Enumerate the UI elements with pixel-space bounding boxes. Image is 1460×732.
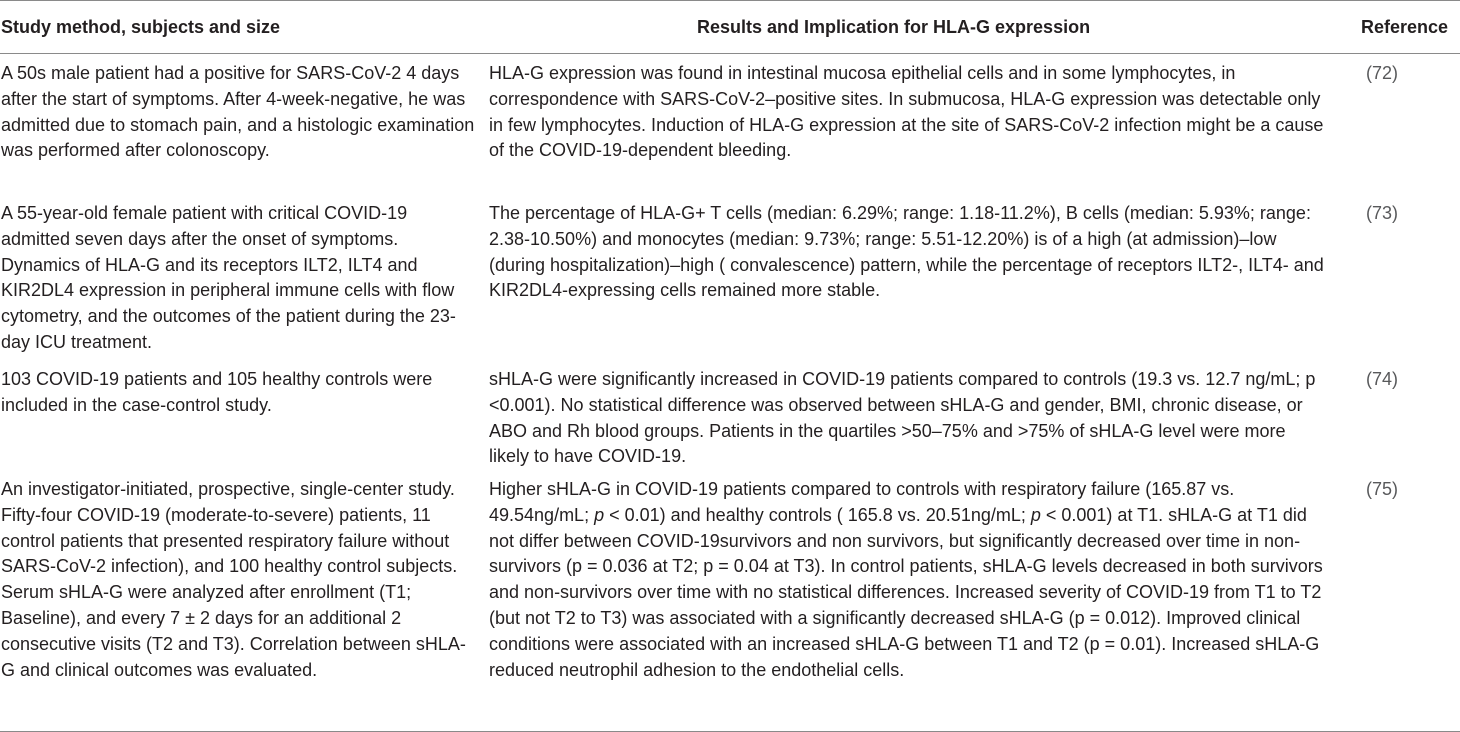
header-results: Results and Implication for HLA-G expression: [697, 17, 1091, 37]
results-cell: HLA-G expression was found in intestinal mucosa epithelial cells and in some lymphocytes, in correspondence with SARS-CoV-2–positive sites. In submucosa, HLA-G expression was detectable only in few lymphocytes. Induction of HLA-G expression at the site of SARS-CoV-2 infection might be a cause of the COVID-19-dependent bleeding.: [489, 63, 1324, 161]
p-value-symbol: p: [1030, 504, 1041, 525]
reference-link[interactable]: (72): [1366, 63, 1399, 83]
results-cell: The percentage of HLA-G+ T cells (median: 6.29%; range: 1.18-11.2%), B cells (median: 5.93%; range: 2.38-10.50%) and monocytes (median: 9.73%; range: 5.51-12.20%) is of a high (at admission)–low (during hospitalization)–high ( convalescence) pattern, while the percentage of receptors ILT2-, ILT4- and KIR2DL4-expressing cells remained more stable.: [489, 203, 1324, 301]
results-cell: sHLA-G were significantly increased in COVID-19 patients compared to controls (19.3 vs. 12.7 ng/mL; p <0.001). No statistical difference was observed between sHLA-G and gender, BMI, chronic disease, or ABO and Rh blood groups. Patients in the quartiles >50–75% and >75% of sHLA-G level were more likely to have COVID-19.: [489, 369, 1316, 467]
header-reference: Reference: [1361, 17, 1449, 37]
study-method-cell: A 55-year-old female patient with critical COVID-19 admitted seven days after the onset of symptoms. Dynamics of HLA-G and its receptors ILT2, ILT4 and KIR2DL4 expression in peripheral immune cells with flow cytometry, and the outcomes of the patient during the 23-day ICU treatment.: [1, 203, 456, 352]
p-value-symbol: p: [594, 504, 605, 525]
reference-link[interactable]: (73): [1366, 203, 1399, 223]
reference-link[interactable]: (74): [1366, 369, 1399, 389]
study-method-cell: A 50s male patient had a positive for SARS-CoV-2 4 days after the start of symptoms. After 4-week-negative, he was admitted due to stomach pain, and a histologic examination was performed after colonoscopy.: [1, 63, 475, 161]
results-cell: [489, 477, 1329, 683]
results-text: Higher sHLA-G in COVID-19 patients compared to controls with respiratory failure (165.87 vs. 49.54ng/mL;: [489, 479, 1235, 525]
study-method-cell: An investigator-initiated, prospective, single-center study. Fifty-four COVID-19 (moderate-to-severe) patients, 11 control patients that presented respiratory failure without SARS-CoV-2 infection), and 100 healthy control subjects. Serum sHLA-G were analyzed after enrollment (T1; Baseline), and every 7 ± 2 days for an additional 2 consecutive visits (T2 and T3). Correlation between sHLA-G and clinical outcomes was evaluated.: [1, 479, 466, 680]
results-text: < 0.01) and healthy controls ( 165.8 vs. 20.51ng/mL;: [604, 504, 1031, 525]
header-study-method: Study method, subjects and size: [1, 17, 281, 37]
results-text: < 0.001) at T1. sHLA-G at T1 did not differ between COVID-19survivors and non survivors, but significantly decreased over time in non-survivors (p = 0.036 at T2; p = 0.04 at T3). In control patients, sHLA-G levels decreased in both survivors and non-survivors over time with no statistical differences. Increased severity of COVID-19 from T1 to T2 (but not T2 to T3) was associated with a significantly decreased sHLA-G (p = 0.012). Improved clinical conditions were associated with an increased sHLA-G between T1 and T2 (p = 0.01). Increased sHLA-G reduced neutrophil adhesion to the endothelial cells.: [489, 504, 1323, 680]
reference-link[interactable]: (75): [1366, 479, 1399, 499]
study-method-cell: 103 COVID-19 patients and 105 healthy controls were included in the case-control study.: [1, 369, 433, 415]
table-header-row: [0, 1, 1460, 54]
